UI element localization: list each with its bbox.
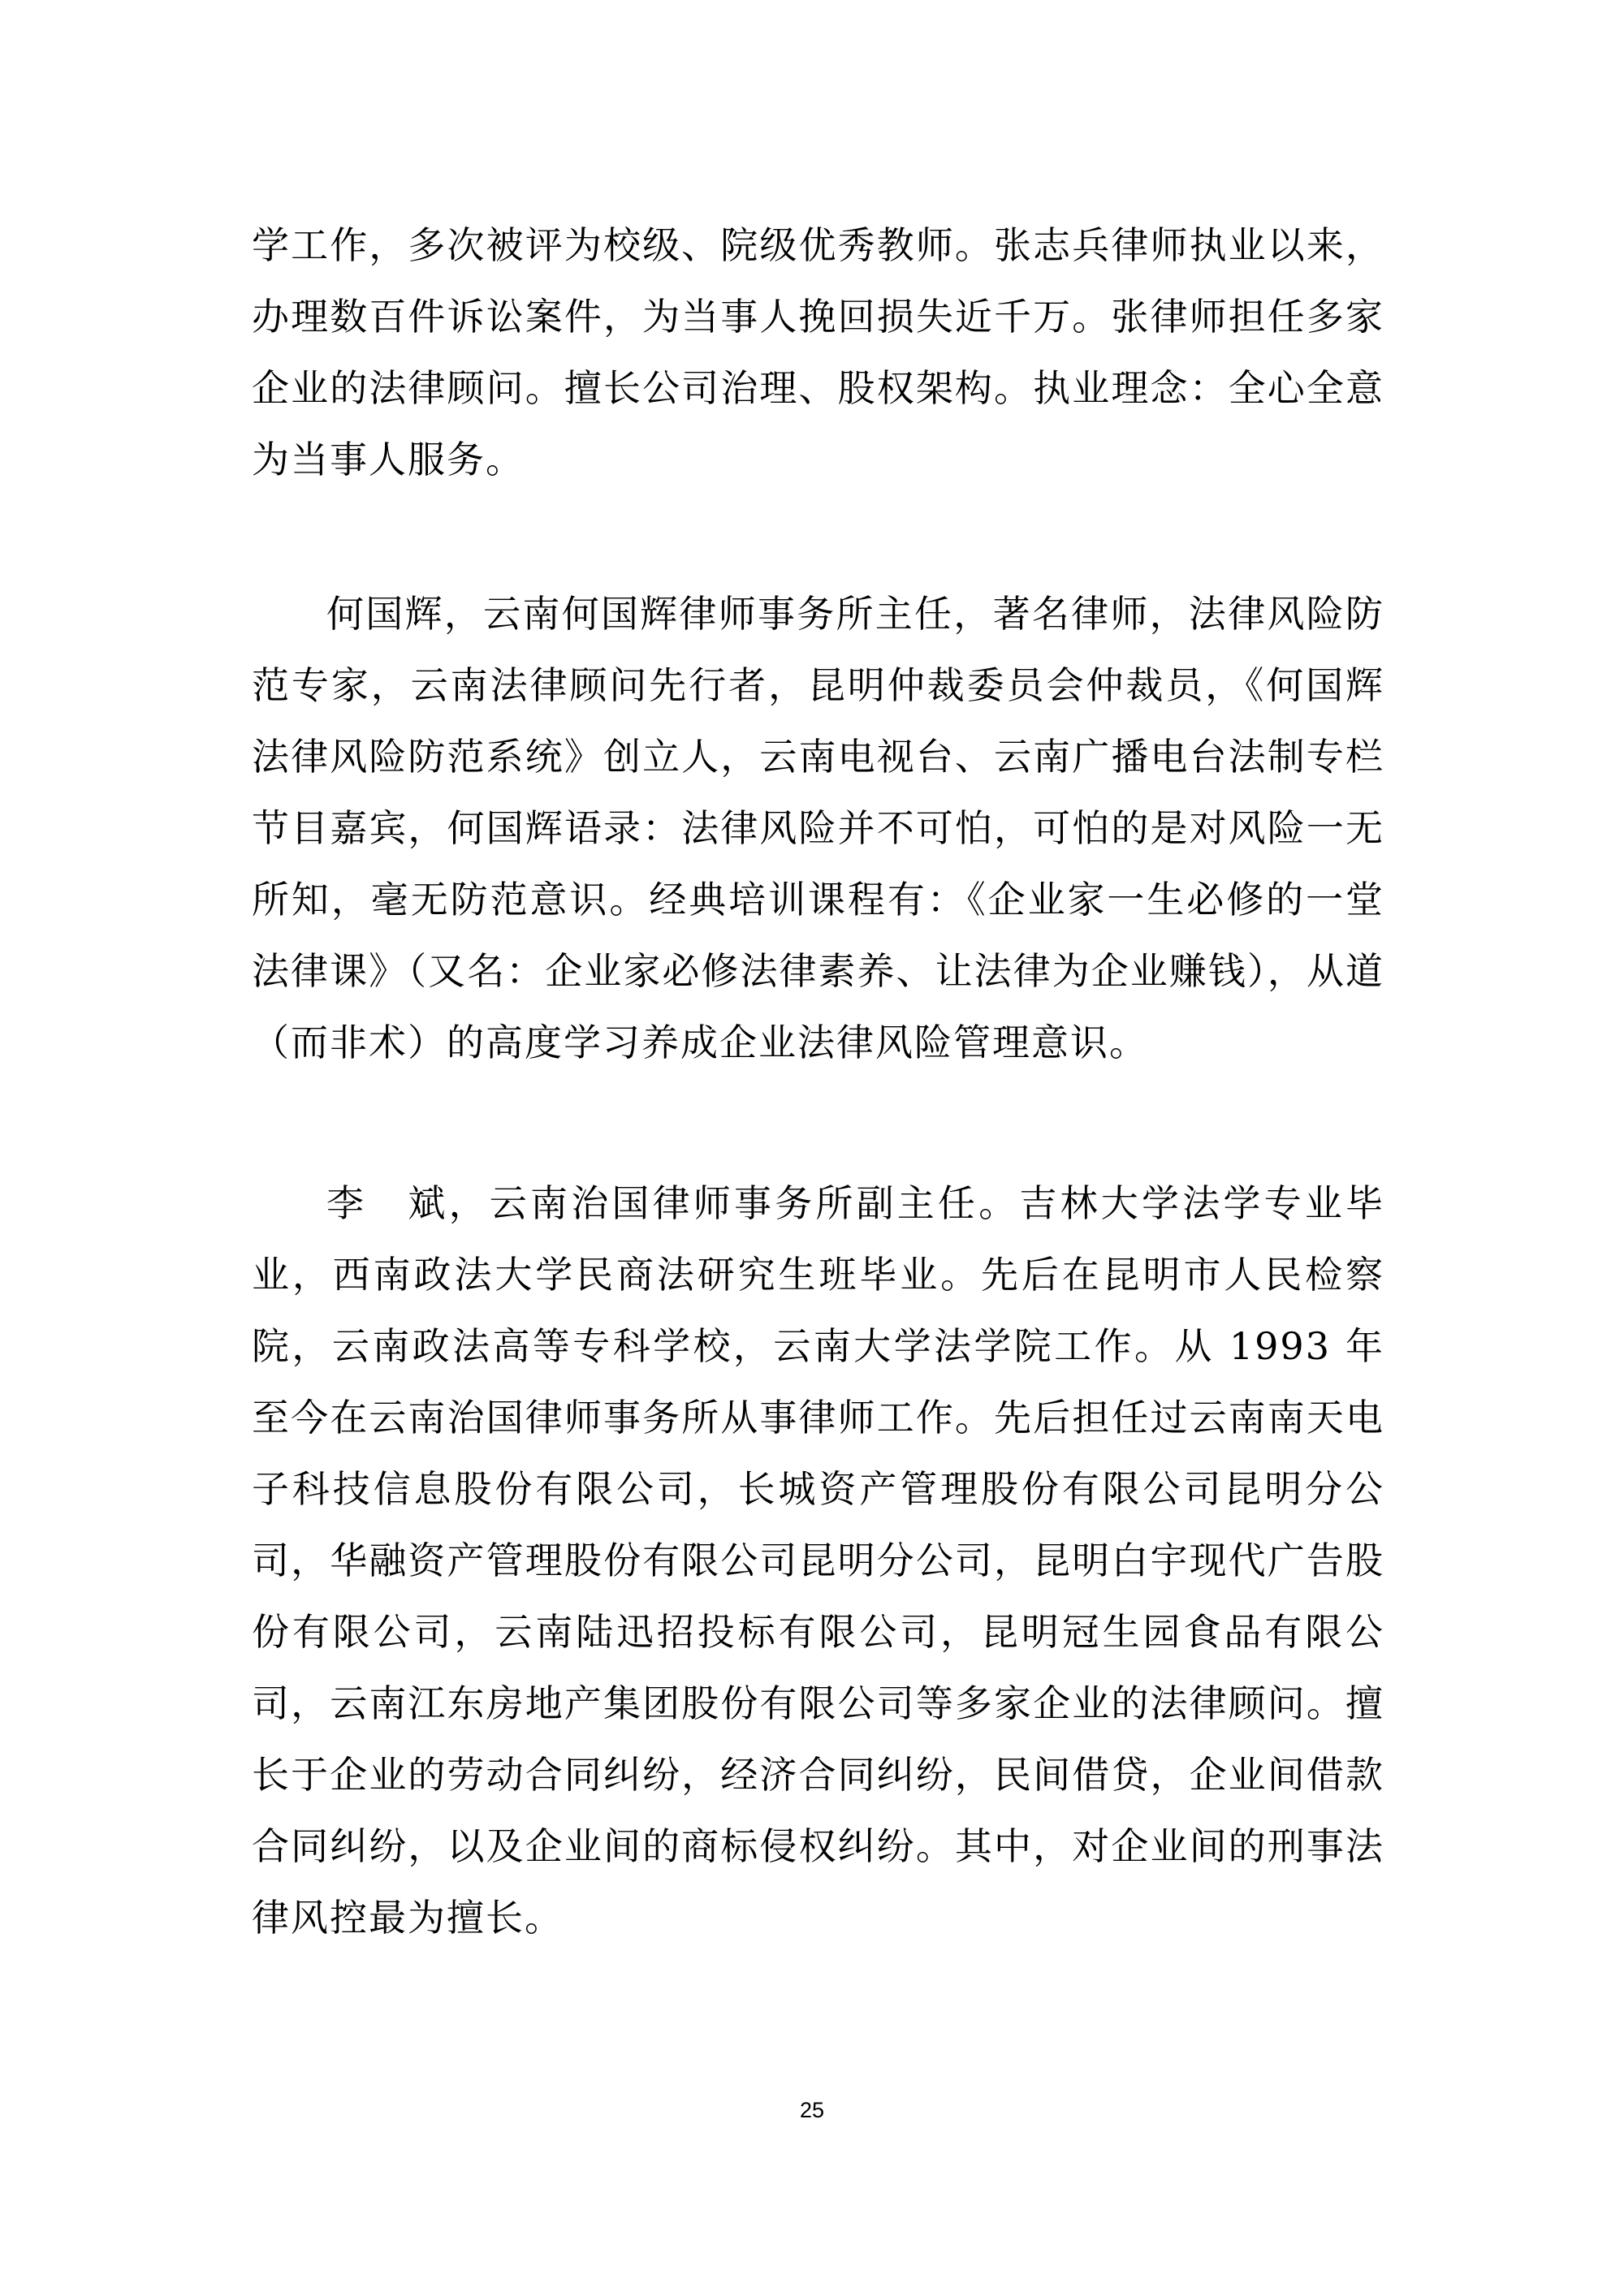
paragraph-li-bin-bio <box>252 1167 1384 1953</box>
page-number: 25 <box>799 2098 825 2122</box>
paragraph-text: 学工作，多次被评为校级、院级优秀教师。张志兵律师执业以来，办理数百件诉讼案件，为当事人挽回损失近千万。张律师担任多家企业的法律顾问。擅长公司治理、股权架构。执业理念：全心全意为当事人服务。 <box>252 223 1384 481</box>
paragraph-text: ，云南治国律师事务所副主任。吉林大学法学专业毕业，西南政法大学民商法研究生班毕业。先后在昆明市人民检察院，云南政法高等专科学校，云南大学法学院工作。从 1993 年至今在云南治国律师事务所从事律师工作。先后担任过云南南天电子科技信息股份有限公司，长城资产管理股份有限公司昆明分公司，华融资产管理股份有限公司昆明分公司，昆明白宇现代广告股份有限公司，云南陆迅招投标有限公司，昆明冠生园食品有限公司，云南江东房地产集团股份有限公司等多家企业的法律顾问。擅长于企业的劳动合同纠纷，经济合同纠纷，民间借贷，企业间借款合同纠纷，以及企业间的商标侵权纠纷。其中，对企业间的刑事法律风控最为擅长。 <box>252 1181 1385 1940</box>
paragraph-zhang-zhibing-continuation <box>252 209 1384 495</box>
paragraph-text: ，云南何国辉律师事务所主任，著名律师，法律风险防范专家，云南法律顾问先行者，昆明仲裁委员会仲裁员，《何国辉法律风险防范系统》创立人，云南电视台、云南广播电台法制专栏节目嘉宾，何国辉语录：法律风险并不可怕，可怕的是对风险一无所知，毫无防范意识。经典培训课程有：《企业家一生必修的一堂法律课》（又名：企业家必修法律素养、让法律为企业赚钱），从道（而非术）的高度学习养成企业法律风险管理意识。 <box>252 592 1385 1064</box>
lawyer-name: 何国辉 <box>326 592 444 636</box>
lawyer-name: 李 斌 <box>326 1181 449 1225</box>
paragraph-he-guohui-bio <box>252 578 1384 1078</box>
